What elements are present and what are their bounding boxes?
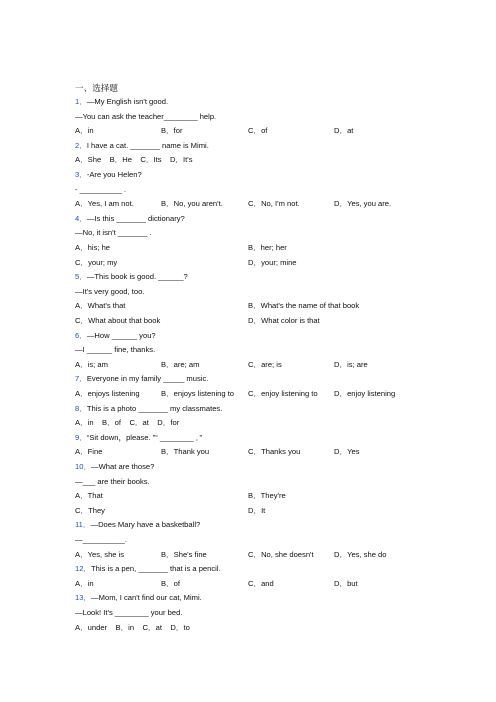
option-b: B．No, you aren't. xyxy=(161,199,223,209)
option-d: D．your; mine xyxy=(248,257,297,267)
question-text: -Are you Helen? xyxy=(86,170,142,179)
question-stem xyxy=(75,141,209,151)
question-number: 8． xyxy=(75,403,87,413)
question-stem xyxy=(75,97,168,107)
question-text: “Sit down，please. ”“ ________ ．” xyxy=(86,432,203,442)
question-number: 12． xyxy=(75,564,92,574)
question-number: 3． xyxy=(75,170,87,179)
option-b: B．of xyxy=(161,578,180,588)
option-d: D．but xyxy=(334,578,358,588)
question-number: 13． xyxy=(75,593,92,603)
section-title: 一、选择题 xyxy=(75,83,118,93)
option-b: B．They're xyxy=(248,491,286,501)
question-text: —How ______ you? xyxy=(86,330,156,340)
question-number: 5． xyxy=(75,272,87,282)
question-subline: —You can ask the teacher________ help. xyxy=(75,111,217,121)
question-stem xyxy=(75,404,222,414)
question-number: 1． xyxy=(75,97,87,106)
question-stem xyxy=(75,520,200,530)
question-text: —My English isn't good. xyxy=(86,97,169,106)
question-subline: —__________. xyxy=(75,535,127,544)
option-a: A．enjoys listening xyxy=(75,389,140,398)
option-d: D．at xyxy=(334,126,354,136)
question-subline: —It's very good, too. xyxy=(75,286,145,296)
question-text: Everyone in my family _____ music. xyxy=(86,374,209,384)
question-number: 11． xyxy=(75,520,91,530)
option-a: A．That xyxy=(75,491,103,501)
question-stem xyxy=(75,462,154,472)
option-d: D．What color is that xyxy=(248,316,320,325)
option-d: D．enjoy listening xyxy=(334,389,396,398)
option-a: A．in xyxy=(75,126,94,136)
option-c: C．Thanks you xyxy=(248,447,301,457)
question-text: This is a photo _______ my classmates. xyxy=(86,403,223,413)
question-subline: —Look! It's ________ your bed. xyxy=(75,608,183,617)
question-stem xyxy=(75,593,202,603)
option-c: C．and xyxy=(248,578,274,588)
options-line: A．She B．He C．Its D．It's xyxy=(75,155,193,165)
question-text: —This book is good. ______? xyxy=(86,272,188,282)
question-subline: —I ______ fine, thanks. xyxy=(75,345,156,355)
option-d: D．Yes, you are. xyxy=(334,199,392,209)
option-a: A．Yes, I am not. xyxy=(75,199,134,209)
question-text: —Is this _______ dictionary? xyxy=(86,213,185,223)
options-line: A．in B．of C．at D．for xyxy=(75,418,180,428)
question-text: —Mom, I can't find our cat, Mimi. xyxy=(91,593,202,603)
option-a: A．in xyxy=(75,578,94,588)
question-stem xyxy=(75,170,142,180)
option-b: B．What's the name of that book xyxy=(248,301,360,311)
question-stem xyxy=(75,433,202,443)
question-stem xyxy=(75,331,156,341)
question-number: 7． xyxy=(75,374,87,384)
option-d: D．is; are xyxy=(334,359,368,369)
option-b: B．are; am xyxy=(161,359,200,369)
question-stem xyxy=(75,214,185,224)
option-a: A．his; he xyxy=(75,243,111,252)
question-text: —What are those? xyxy=(91,462,155,471)
option-a: A．Yes, she is xyxy=(75,549,125,559)
option-b: B．She's fine xyxy=(161,549,207,559)
question-subline: —No, it isn't _______ . xyxy=(75,228,152,238)
question-number: 9． xyxy=(75,432,87,442)
option-b: B．enjoys listening to xyxy=(161,389,235,398)
question-text: —Does Mary have a basketball? xyxy=(90,520,201,530)
question-stem xyxy=(75,272,188,282)
option-b: B．Thank you xyxy=(161,447,210,457)
option-b: B．her; her xyxy=(248,243,287,252)
option-d: D．Yes xyxy=(334,447,360,457)
option-c: C．enjoy listening to xyxy=(248,389,318,398)
question-text: I have a cat. _______ name is Mimi. xyxy=(86,140,209,150)
option-a: A．is; am xyxy=(75,359,108,369)
option-c: C．What about that book xyxy=(75,316,161,325)
option-d: D．Yes, she do xyxy=(334,549,387,559)
option-a: A．What's that xyxy=(75,301,126,311)
option-c: C．of xyxy=(248,126,268,136)
options-line: A．under B．in C．at D．to xyxy=(75,622,190,632)
question-number: 2． xyxy=(75,140,87,150)
question-text: This is a pen, _______ that is a pencil. xyxy=(91,564,221,574)
question-number: 6． xyxy=(75,330,87,340)
option-c: C．your; my xyxy=(75,257,118,267)
option-c: C．They xyxy=(75,505,105,515)
question-subline: - __________ . xyxy=(75,184,127,194)
option-b: B．for xyxy=(161,126,183,136)
option-c: C．No, she doesn't xyxy=(248,549,314,559)
question-stem xyxy=(75,374,208,384)
option-a: A．Fine xyxy=(75,447,103,457)
question-subline: —___ are their books. xyxy=(75,476,150,486)
option-c: C．No, I'm not. xyxy=(248,199,300,209)
question-number: 4． xyxy=(75,213,87,223)
question-stem xyxy=(75,564,221,574)
question-number: 10． xyxy=(75,462,92,471)
option-c: C．are; is xyxy=(248,359,282,369)
option-d: D．It xyxy=(248,505,266,515)
